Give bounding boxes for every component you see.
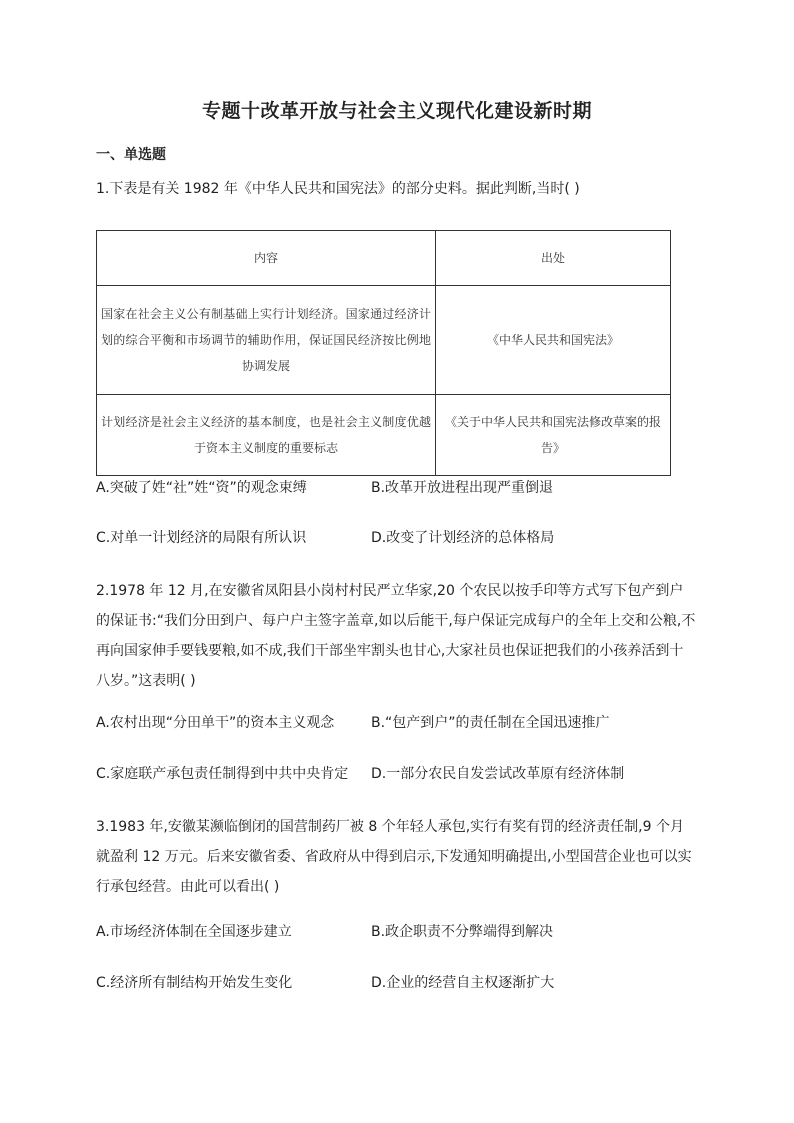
question-1-stem: 1.下表是有关 1982 年《中华人民共和国宪法》的部分史料。据此判断,当时( ) [96, 181, 580, 197]
source-table [96, 230, 671, 476]
table-row [97, 286, 671, 395]
table-cell-source: 《关于中华人民共和国宪法修改草案的报告》 [436, 395, 671, 476]
question-1-option-c: C.对单一计划经济的局限有所认识 [96, 530, 307, 546]
question-2-option-b: B.“包产到户”的责任制在全国迅速推广 [371, 715, 610, 731]
question-1-option-a: A.突破了姓“社”姓“资”的观念束缚 [96, 480, 307, 496]
table-cell-content: 国家在社会主义公有制基础上实行计划经济。国家通过经济计划的综合平衡和市场调节的辅助作用，保证国民经济按比例地协调发展 [97, 286, 436, 395]
table-row [97, 395, 671, 476]
question-3-option-d: D.企业的经营自主权逐渐扩大 [371, 975, 555, 991]
question-2-option-a: A.农村出现“分田单干”的资本主义观念 [96, 715, 335, 731]
question-2-option-c: C.家庭联产承包责任制得到中共中央肯定 [96, 766, 349, 782]
question-3-option-c: C.经济所有制结构开始发生变化 [96, 975, 293, 991]
question-1-option-b: B.改革开放进程出现严重倒退 [371, 480, 554, 496]
section-heading: 一、单选题 [96, 147, 166, 163]
table-header-row [97, 231, 671, 286]
table-cell-content: 计划经济是社会主义经济的基本制度，也是社会主义制度优越于资本主义制度的重要标志 [97, 395, 436, 476]
question-3-option-a: A.市场经济体制在全国逐步建立 [96, 924, 292, 940]
question-2-stem: 2.1978 年 12 月,在安徽省凤阳县小岗村村民严立华家,20 个农民以按手印等方式写下包产到户的保证书:“我们分田到户、每户户主签字盖章,如以后能干,每户保证完成每户的全年上交和公粮,不再向国家伸手要钱要粮,如不成,我们干部坐牢割头也甘心,大家社员也保证把我们的小孩养活到十八岁。”这表明( ) [96, 583, 696, 689]
question-3-stem: 3.1983 年,安徽某濒临倒闭的国营制药厂被 8 个年轻人承包,实行有奖有罚的经济责任制,9 个月就盈利 12 万元。后来安徽省委、省政府从中得到启示,下发通知明确提出,小型国营企业也可以实行承包经营。由此可以看出( ) [96, 819, 692, 895]
question-2-option-d: D.一部分农民自发尝试改革原有经济体制 [371, 766, 625, 782]
table-header-source: 出处 [436, 231, 671, 286]
question-1-option-d: D.改变了计划经济的总体格局 [371, 530, 555, 546]
table-header-content: 内容 [97, 231, 436, 286]
question-3-option-b: B.政企职责不分弊端得到解决 [371, 924, 554, 940]
table-cell-source: 《中华人民共和国宪法》 [436, 286, 671, 395]
page-title: 专题十改革开放与社会主义现代化建设新时期 [201, 100, 592, 122]
